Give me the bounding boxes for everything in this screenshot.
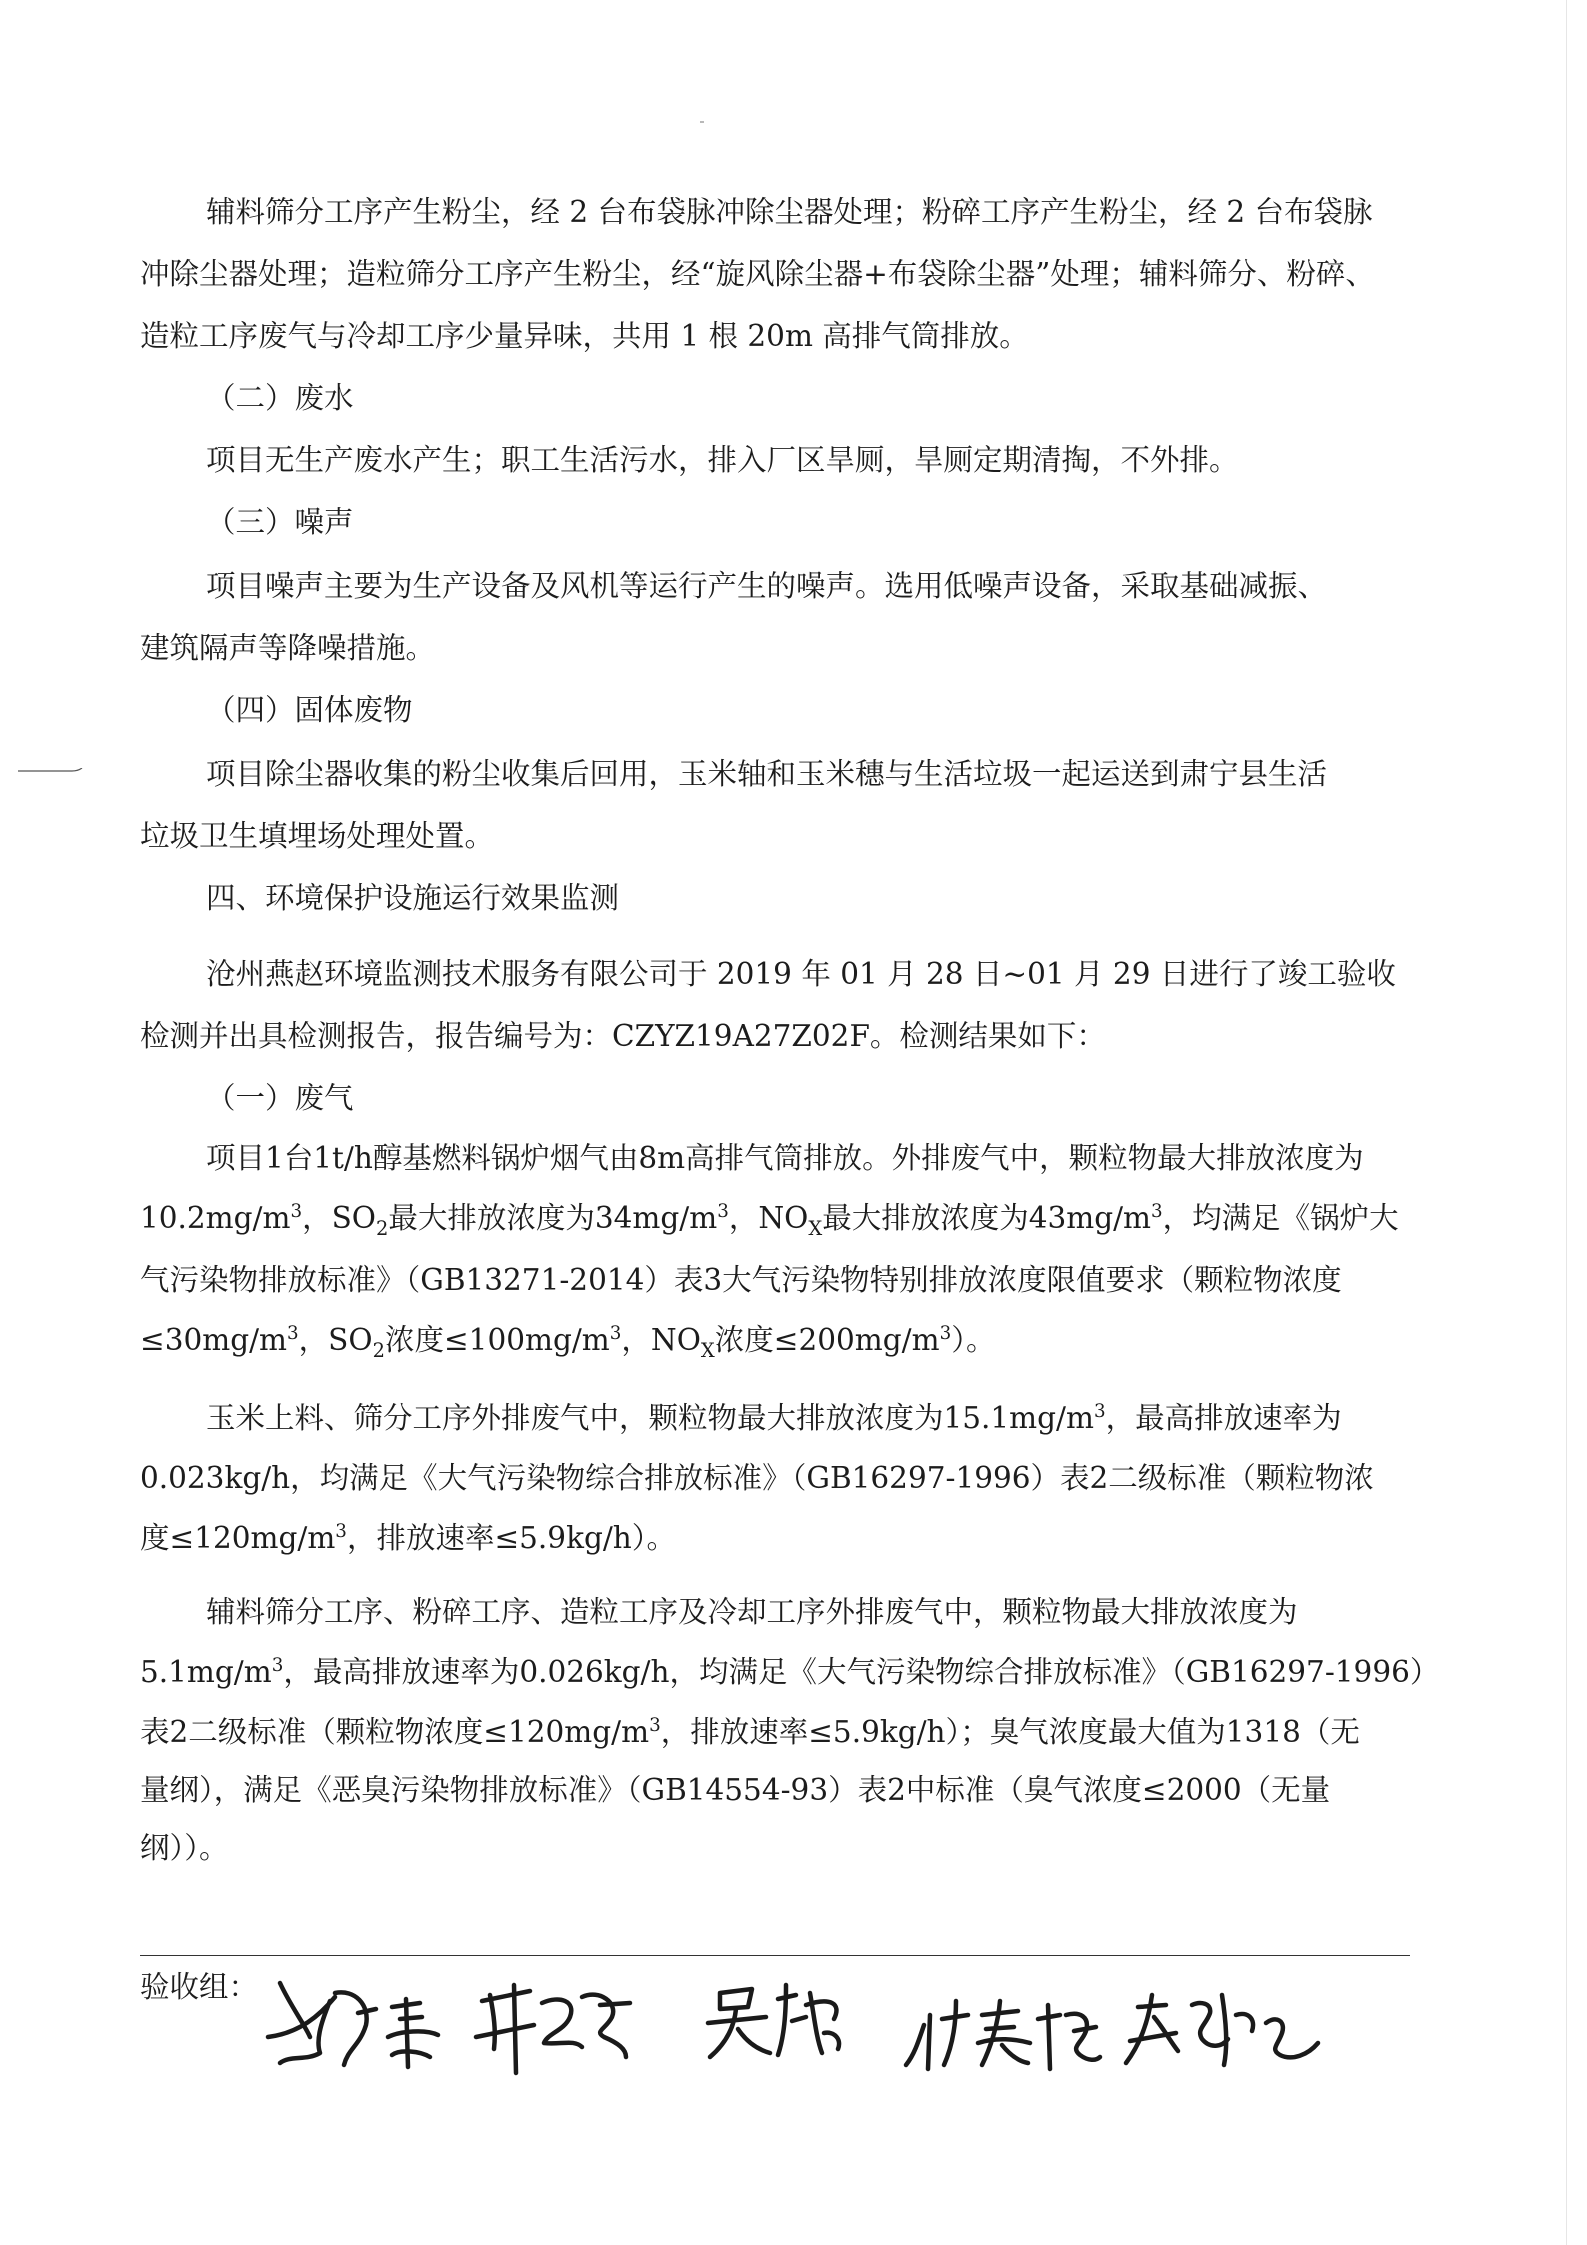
text-line: 垃圾卫生填埋场处理处置。 [140, 819, 495, 853]
text-line: 辅料筛分工序产生粉尘，经 2 台布袋脉冲除尘器处理；粉碎工序产生粉尘，经 2 台布袋脉 [206, 195, 1373, 229]
text-line: 纲））。 [140, 1831, 229, 1865]
text-line: 气污染物排放标准》（GB13271-2014）表3大气污染物特别排放浓度限值要求（颗粒物浓度 [140, 1263, 1342, 1297]
text-line: 度$\le 120mg/m^3$，排放速率≤5.9kg/h）。 [140, 1521, 677, 1555]
text-line: 0.023kg/h，均满足《大气污染物综合排放标准》（GB16297-1996）表2二级标准（颗粒物浓 [140, 1461, 1374, 1495]
text-line: 项目无生产废水产生；职工生活污水，排入厂区旱厕，旱厕定期清掏，不外排。 [206, 443, 1239, 477]
handwritten-signature [708, 1985, 839, 2057]
text-line: 造粒工序废气与冷却工序少量异味，共用 1 根 20m 高排气筒排放。 [140, 319, 1029, 353]
text-line: 表2二级标准（颗粒物浓度$\le 120mg/m^3$，排放速率≤5.9kg/h）；臭气浓度最大值为1318（无 [140, 1715, 1360, 1749]
handwritten-signature [906, 2001, 1100, 2069]
text-line: $\le 30mg/m^3$，$SO_2$浓度$\le 100mg/m^3$，$NO_X$浓度$\le 200mg/m^3$）。 [140, 1323, 996, 1362]
section-heading-noise: （三）噪声 [206, 505, 354, 539]
text-line: 项目1台1t/h醇基燃料锅炉烟气由8m高排气筒排放。外排废气中，颗粒物最大排放浓度为 [206, 1141, 1364, 1175]
section-heading-wastewater: （二）废水 [206, 381, 354, 415]
signatures [130, 1945, 1390, 2095]
text-line: 量纲），满足《恶臭污染物排放标准》（GB14554-93）表2中标准（臭气浓度≤2000（无量 [140, 1773, 1331, 1807]
text-line: $5.1mg/m^3$，最高排放速率为0.026kg/h，均满足《大气污染物综合排放标准》（GB16297-1996） [140, 1655, 1440, 1689]
text-line: 项目除尘器收集的粉尘收集后回用，玉米轴和玉米穗与生活垃圾一起运送到肃宁县生活 [206, 757, 1328, 791]
handwritten-signature [268, 1983, 438, 2067]
text-line: 冲除尘器处理；造粒筛分工序产生粉尘，经“旋风除尘器+布袋除尘器”处理；辅料筛分、粉碎、 [140, 257, 1375, 291]
section-heading-waste-gas: （一）废气 [206, 1081, 354, 1115]
text-line: 玉米上料、筛分工序外排废气中，颗粒物最大排放浓度为$15.1mg/m^3$，最高排放速率为 [206, 1401, 1342, 1435]
text-line: 沧州燕赵环境监测技术服务有限公司于 2019 年 01 月 28 日~01 月 29 日进行了竣工验收 [206, 957, 1396, 991]
text-line: 辅料筛分工序、粉碎工序、造粒工序及冷却工序外排废气中，颗粒物最大排放浓度为 [206, 1595, 1298, 1629]
scan-edge-line [1566, 0, 1567, 2245]
handwritten-signature [1126, 1995, 1318, 2065]
section-heading-solid-waste: （四）固体废物 [206, 693, 413, 727]
margin-pen-mark [18, 768, 84, 774]
scan-dot [700, 121, 704, 123]
text-line: 建筑隔声等降噪措施。 [140, 631, 436, 665]
text-line: $10.2mg/m^3$，$SO_2$最大排放浓度为$34mg/m^3$，$NO_X$最大排放浓度为$43mg/m^3$，均满足《锅炉大 [140, 1201, 1399, 1240]
text-line: 检测并出具检测报告，报告编号为：CZYZ19A27Z02F。检测结果如下： [140, 1019, 1106, 1053]
text-line: 项目噪声主要为生产设备及风机等运行产生的噪声。选用低噪声设备，采取基础减振、 [206, 569, 1328, 603]
acceptance-group-label: 验收组： [140, 1970, 259, 2004]
section-heading-monitoring: 四、环境保护设施运行效果监测 [206, 881, 620, 915]
handwritten-signature [476, 1985, 630, 2073]
